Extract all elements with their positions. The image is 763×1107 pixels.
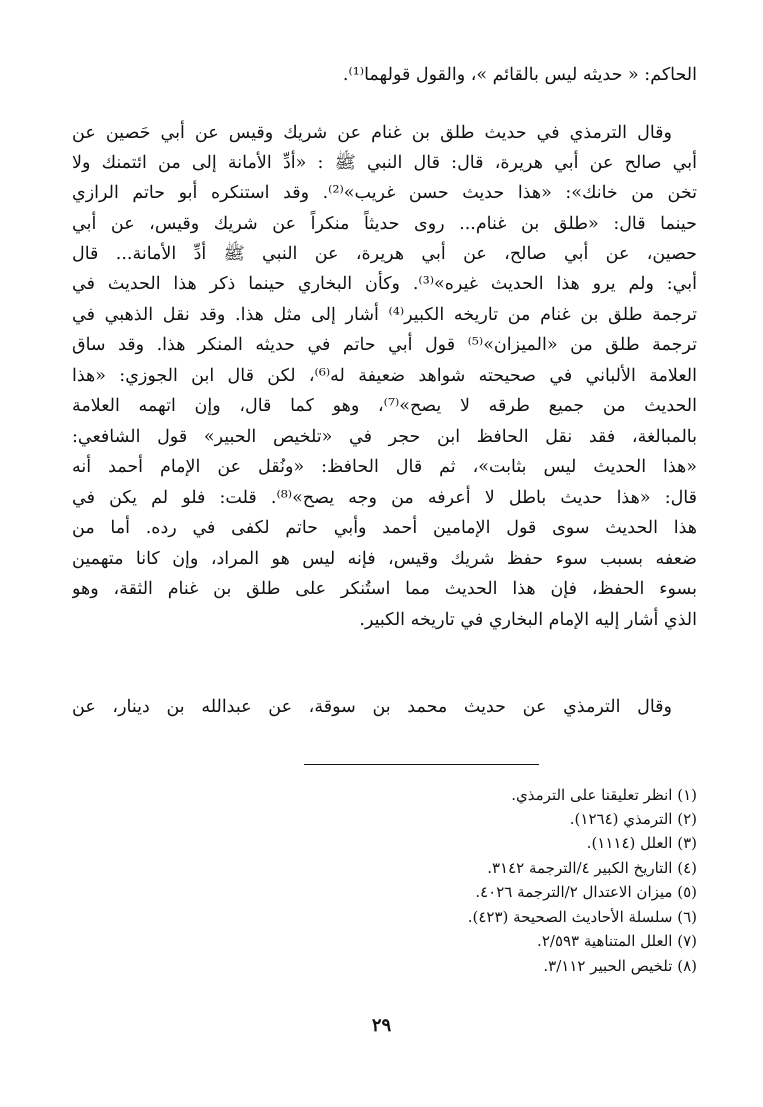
body-line: قال: «هذا حديث باطل لا أعرفه من وجه يصح»⁽⁸⁾. قلت: فلو لم يكن في <box>72 488 697 508</box>
footnote: (١) انظر تعليقنا على الترمذي. <box>511 786 697 804</box>
body-line: تخن من خانك»: «هذا حديث حسن غريب»⁽²⁾. وقد استنكره أبو حاتم الرازي <box>72 183 697 203</box>
footnote: (٨) تلخيص الحبير ٣/١١٢. <box>543 957 697 975</box>
footnote: (٥) ميزان الاعتدال ٢/الترجمة ٤٠٢٦. <box>475 883 697 901</box>
page-number: ٢٩ <box>371 1015 392 1036</box>
body-line: حصين، عن أبي صالح، عن أبي هريرة، عن النبي ﷺ أدِّ الأمانة... قال <box>72 244 697 264</box>
body-line: «هذا الحديث ليس بثابت»، ثم قال الحافظ: «ونُقل عن الإمام أحمد أنه <box>72 457 697 477</box>
body-line: وقال الترمذي عن حديث محمد بن سوقة، عن عبدالله بن دينار، عن <box>72 697 672 717</box>
body-line: أبي صالح عن أبي هريرة، قال: قال النبي ﷺ : «أدِّ الأمانة إلى من ائتمنك ولا <box>72 153 697 173</box>
body-line: الحاكم: « حديثه ليس بالقائم »، والقول قولهما⁽¹⁾. <box>342 65 697 85</box>
body-line: بالمبالغة، فقد نقل الحافظ ابن حجر في «تلخيص الحبير» قول الشافعي: <box>72 427 697 447</box>
body-line: أبي: ولم يرو هذا الحديث غيره»⁽³⁾. وكأن البخاري حينما ذكر هذا الحديث في <box>72 274 697 294</box>
body-line: الحديث من جميع طرقه لا يصح»⁽⁷⁾، وهو كما قال، وإن اتهمه العلامة <box>72 396 697 416</box>
body-line: بسوء الحفظ، فإن هذا الحديث مما استُنكر على طلق بن غنام الثقة، وهو <box>72 579 697 599</box>
body-line: الذي أشار إليه الإمام البخاري في تاريخه الكبير. <box>359 610 697 630</box>
footnote: (٧) العلل المتناهية ٢/٥٩٣. <box>537 932 697 950</box>
body-line: حينما قال: «طلق بن غنام... روى حديثاً منكراً عن شريك وقيس، عن أبي <box>72 214 697 234</box>
footnote: (٤) التاريخ الكبير ٤/الترجمة ٣١٤٢. <box>487 859 697 877</box>
body-line: هذا الحديث سوى قول الإمامين أحمد وأبي حاتم لكفى في رده. أما من <box>72 518 697 538</box>
footnote: (٣) العلل (١١١٤). <box>586 834 697 852</box>
body-line: ترجمة طلق من «الميزان»⁽⁵⁾ قول أبي حاتم في حديثه المنكر هذا. وقد ساق <box>72 335 697 355</box>
footnote-separator <box>304 764 539 765</box>
body-line: العلامة الألباني في صحيحته شواهد ضعيفة له⁽⁶⁾، لكن قال ابن الجوزي: «هذا <box>72 366 697 386</box>
body-line: ترجمة طلق بن غنام من تاريخه الكبير⁽⁴⁾ أشار إلى مثل هذا. وقد نقل الذهبي في <box>72 305 697 325</box>
body-line: ضعفه بسبب سوء حفظ شريك وقيس، فإنه ليس هو المراد، وإن كانا متهمين <box>72 549 697 569</box>
footnote: (٢) الترمذي (١٢٦٤). <box>569 810 697 828</box>
body-line: وقال الترمذي في حديث طلق بن غنام عن شريك وقيس عن أبي حَصين عن <box>72 123 672 143</box>
footnote: (٦) سلسلة الأحاديث الصحيحة (٤٢٣). <box>467 908 697 926</box>
